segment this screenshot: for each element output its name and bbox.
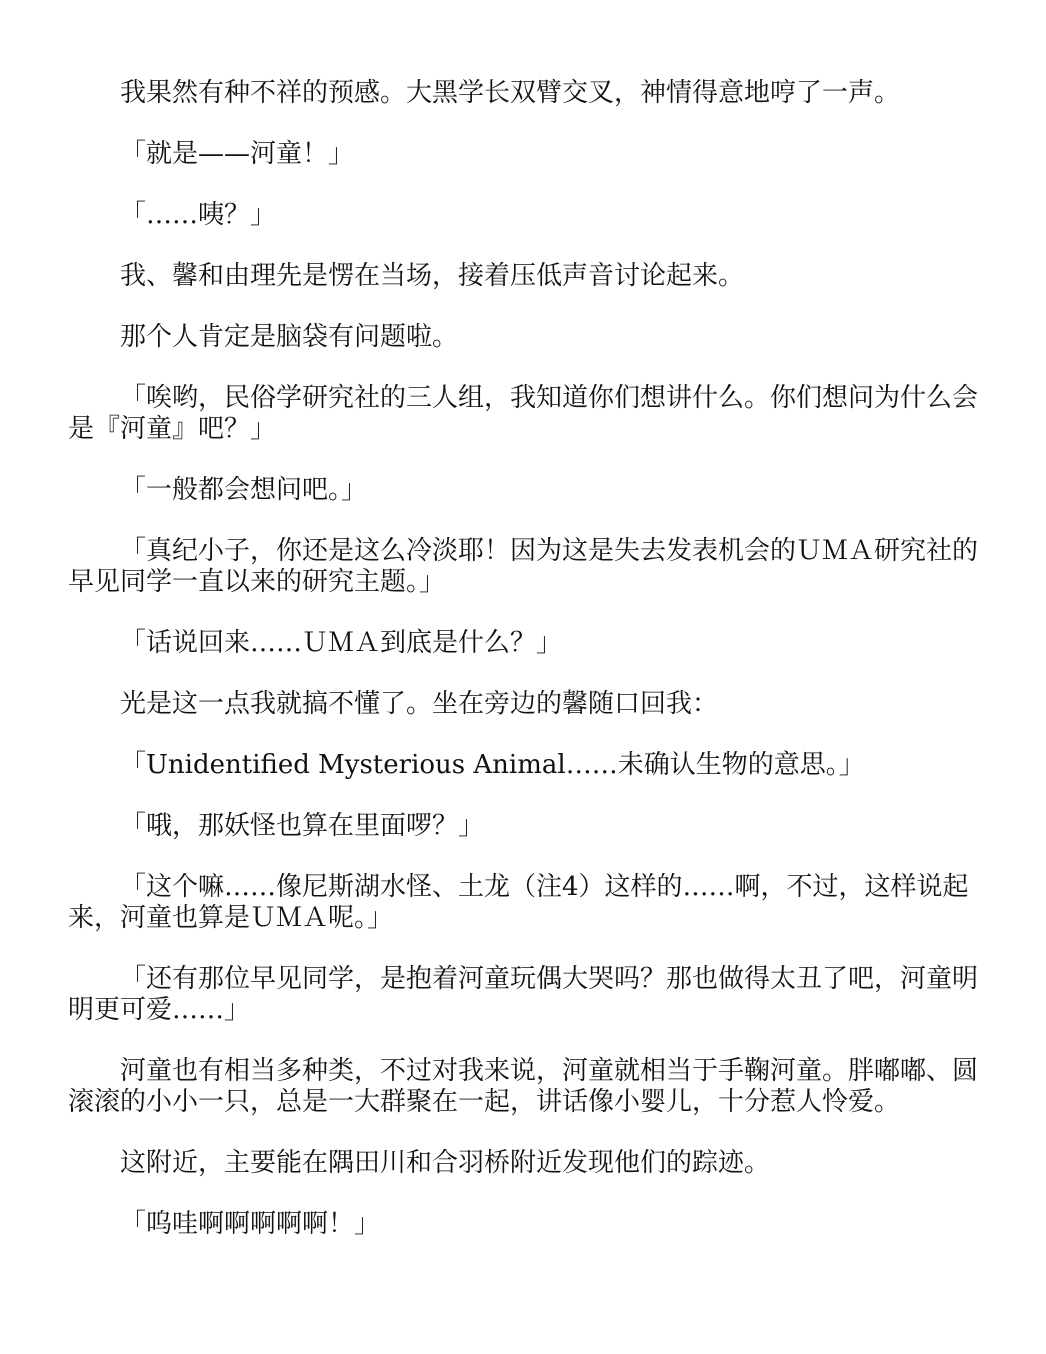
document-page [68,78,980,1270]
paragraph-9: 「话说回来……ＵＭＡ到底是什么？」 [120,628,563,658]
paragraph-14: 「还有那位早见同学，是抱着河童玩偶大哭吗？那也做得太丑了吧，河童明明更可爱……」 [68,964,979,1025]
paragraph-16: 这附近，主要能在隅田川和合羽桥附近发现他们的踪迹。 [120,1148,771,1178]
paragraph-5: 那个人肯定是脑袋有问题啦。 [120,322,459,352]
paragraph-11: 「Unidentified Mysterious Animal……未确认生物的意思。」 [120,750,865,780]
paragraph-4: 我、馨和由理先是愣在当场，接着压低声音讨论起来。 [120,261,745,291]
paragraph-8: 「真纪小子，你还是这么冷淡耶！因为这是失去发表机会的ＵＭＡ研究社的早见同学一直以来的研究主题。」 [68,536,979,597]
paragraph-2: 「就是——河童！」 [120,139,355,169]
paragraph-7: 「一般都会想问吧。」 [120,475,368,505]
paragraph-15: 河童也有相当多种类，不过对我来说，河童就相当于手鞠河童。胖嘟嘟、圆滚滚的小小一只，总是一大群聚在一起，讲话像小婴儿，十分惹人怜爱。 [68,1056,979,1117]
paragraph-10: 光是这一点我就搞不懂了。坐在旁边的馨随口回我： [120,689,719,719]
paragraph-17: 「呜哇啊啊啊啊啊！」 [120,1209,381,1239]
paragraph-6: 「唉哟，民俗学研究社的三人组，我知道你们想讲什么。你们想问为什么会是『河童』吧？」 [68,383,979,444]
paragraph-12: 「哦，那妖怪也算在里面啰？」 [120,811,485,841]
paragraph-13: 「这个嘛……像尼斯湖水怪、土龙（注4）这样的……啊，不过，这样说起来，河童也算是ＵＭＡ呢。」 [68,872,969,933]
paragraph-1: 我果然有种不祥的预感。大黑学长双臂交叉，神情得意地哼了一声。 [120,78,901,108]
paragraph-3: 「……咦？」 [120,200,277,230]
